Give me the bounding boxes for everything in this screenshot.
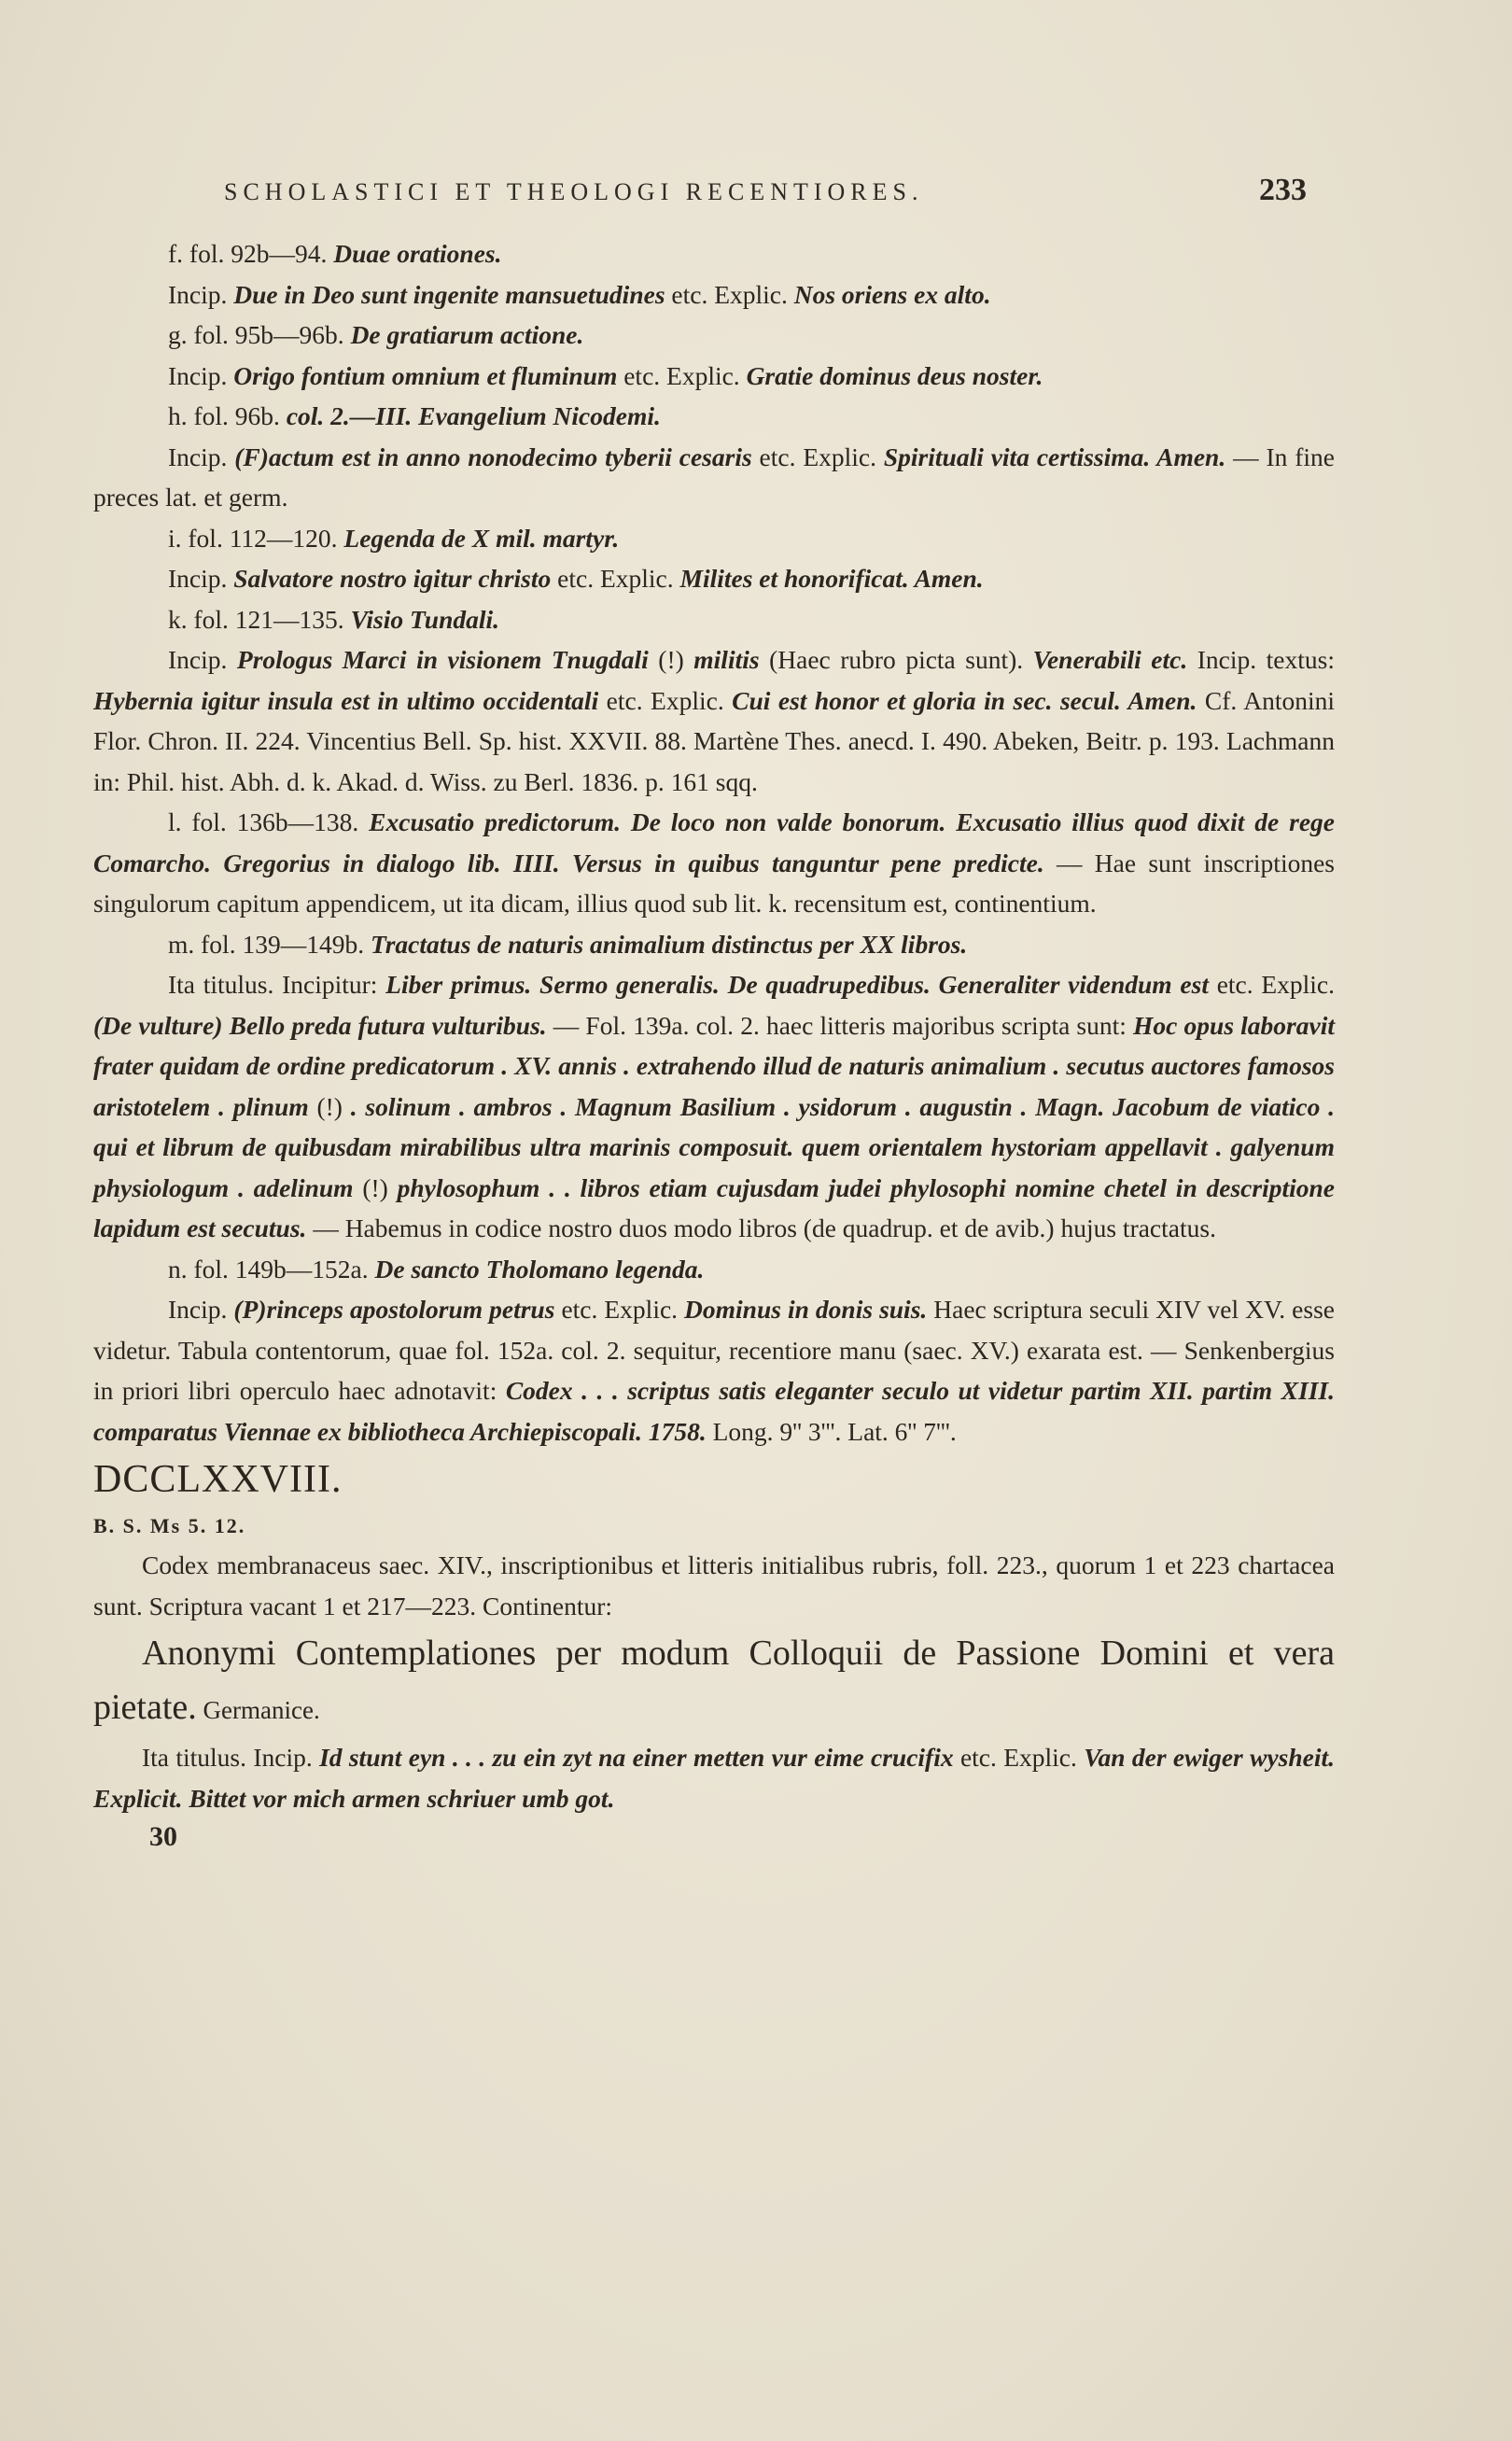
entry-k-incipit: Incip. Prologus Marci in visionem Tnugdali (!) militis (Haec rubro picta sunt). Venerabili etc. Incip. textus: Hybernia igitur insula est in ultimo occidentali etc. Explic. Cui est honor et gloria in sec. secul. Amen. Cf. Antonini Flor. Chron. II. 224. Vincentius Bell. Sp. hist. XXVII. 88. Martène Thes. anecd. I. 490. Abeken, Beitr. p. 193. Lachmann in: Phil. hist. Abh. d. k. Akad. d. Wiss. zu Berl. 1836. p. 161 sqq. [93, 645, 1335, 796]
codex-shelfmark: B. S. Ms 5. 12. [93, 1514, 246, 1537]
codex-description: Codex membranaceus saec. XIV., inscriptionibus et litteris initialibus rubris, foll. 223., quorum 1 et 223 chartacea sunt. Scriptura vacant 1 et 217—223. Continentur: [93, 1550, 1335, 1620]
entry-g-incipit: Incip. Origo fontium omnium et fluminum etc. Explic. Gratie dominus deus noster. [168, 360, 1043, 390]
entry-m-incipit: Ita titulus. Incipitur: Liber primus. Sermo generalis. De quadrupedibus. Generaliter videndum est etc. Explic. (De vulture) Bello preda futura vulturibus. — Fol. 139a. col. 2. haec litteris majoribus scripta sunt: Hoc opus laboravit frater quidam de ordine predicatorum . XV. annis . extrahendo illud de naturis animalium . secutus auctores famosos aristotelem . plinum (!) . solinum . ambros . Magnum Basilium . ysidorum . augustin . Magn. Jacobum de viatico . qui et librum de quibusdam mirabilibus ultra marinis composuit. quem orientalem hystoriam appellavit . galyenum physiologum . adelinum (!) phylosophum . . libros etiam cujusdam judei phylosophi nomine chetel in descriptione lapidum est secutus. — Habemus in codice nostro duos modo libros (de quadrup. et de avib.) hujus tractatus. [93, 970, 1336, 1242]
running-title: SCHOLASTICI ET THEOLOGI RECENTIORES. [224, 178, 924, 205]
work-title: Anonymi Contemplationes per modum Colloquii de Passione Domini et vera pietate. Germanice. [93, 1634, 1335, 1727]
entry-f-heading: f. fol. 92b—94. Duae orationes. [168, 239, 502, 268]
entry-m-heading: m. fol. 139—149b. Tractatus de naturis animalium distinctus per XX libros. [168, 929, 968, 959]
entry-l: l. fol. 136b—138. Excusatio predictorum. De loco non valde bonorum. Excusatio illius quod dixit de rege Comarcho. Gregorius in dialogo lib. IIII. Versus in quibus tanguntur pene predicte. — Hae sunt inscriptiones singulorum capitum appendicem, ut ita dicam, illius quod sub lit. k. recensitum est, continentium. [93, 807, 1335, 918]
entry-i-incipit: Incip. Salvatore nostro igitur christo etc. Explic. Milites et honorificat. Amen. [168, 564, 984, 593]
entry-i-heading: i. fol. 112—120. Legenda de X mil. martyr. [168, 523, 620, 553]
entry-g-heading: g. fol. 95b—96b. De gratiarum actione. [168, 320, 584, 349]
entry-h-heading: h. fol. 96b. col. 2.—III. Evangelium Nicodemi. [168, 401, 661, 430]
entry-k-heading: k. fol. 121—135. Visio Tundali. [168, 604, 500, 634]
signature-mark: 30 [149, 1821, 177, 1852]
entry-n-heading: n. fol. 149b—152a. De sancto Tholomano legenda. [168, 1254, 705, 1284]
page-body [93, 233, 1335, 1856]
entry-h-incipit: Incip. (F)actum est in anno nonodecimo tyberii cesaris etc. Explic. Spirituali vita certissima. Amen. — In fine preces lat. et germ. [93, 442, 1335, 512]
entry-f-incipit: Incip. Due in Deo sunt ingenite mansuetudines etc. Explic. Nos oriens ex alto. [168, 279, 991, 309]
work-incipit: Ita titulus. Incip. Id stunt eyn . . . zu ein zyt na einer metten vur eime crucifix etc. Explic. Van der ewiger wysheit. Explicit. Bittet vor mich armen schriuer umb got. [93, 1743, 1336, 1813]
page-number: 233 [1259, 173, 1307, 207]
entry-n-incipit: Incip. (P)rinceps apostolorum petrus etc. Explic. Dominus in donis suis. Haec scriptura seculi XIV vel XV. esse videtur. Tabula contentorum, quae fol. 152a. col. 2. sequitur, recentiore manu (saec. XV.) exarata est. — Senkenbergius in priori libri operculo haec adnotavit: Codex . . . scriptus satis eleganter seculo ut videtur partim XII. partim XIII. comparatus Viennae ex bibliotheca Archiepiscopali. 1758. Long. 9'' 3'''. Lat. 6'' 7'''. [93, 1295, 1335, 1446]
codex-number: DCCLXXVIII. [93, 1458, 343, 1501]
running-header [224, 173, 1307, 219]
